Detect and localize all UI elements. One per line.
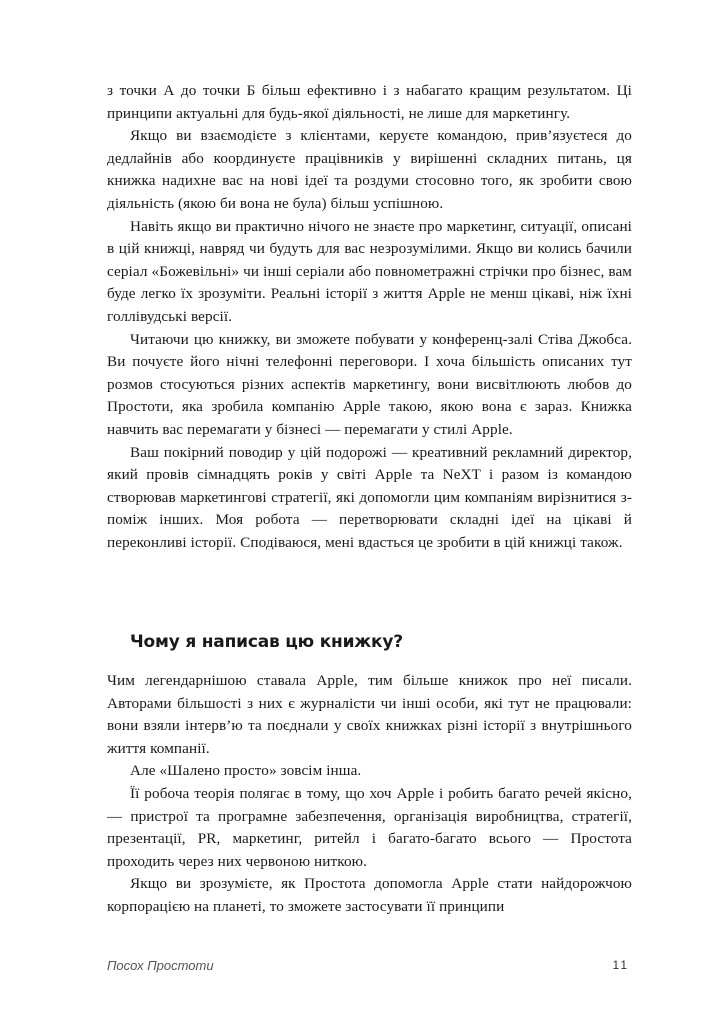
intro-paragraph-1: з точки А до точки Б більш ефективно і з набагато кращим результатом. Ці принципи актуальні для будь-якої діяльності, не лише для маркетингу. — [107, 82, 632, 122]
intro-paragraph-5: Ваш покірний поводир у цій подорожі — креативний рекламний директор, який провів сімнадцять років у світі Apple та NeXT і разом із командою створював маркетингові стратегії, які допомогли цим компаніям вирізнитися з-поміж інших. Моя робота — перетворювати складні ідеї на цікаві й переконливі історії. Сподіваюся, мені вдасться це зробити в цій книжці також. — [107, 443, 632, 551]
section-paragraph-4: Якщо ви зрозумієте, як Простота допомогла Apple стати найдорожчою корпорацією на планеті, то зможете застосувати її принципи — [107, 875, 632, 915]
intro-paragraph-3: Навіть якщо ви практично нічого не знаєте про маркетинг, ситуації, описані в цій книжці, навряд чи будуть для вас незрозумілими. Якщо ви колись бачили серіал «Божевільні» чи інші серіали або повнометражні стрічки про бізнес, вам буде легко їх зрозуміти. Реальні історії з життя Apple не менш цікаві, ніж їхні голлівудські версії. — [107, 217, 632, 325]
section-paragraph-3: Її робоча теорія полягає в тому, що хоч Apple і робить багато речей якісно, — пристрої та програмне забезпечення, організація виробництва, стратегії, презентації, PR, маркетинг, ритейл і багато-багато всього — Простота проходить через них червоною ниткою. — [107, 784, 632, 870]
section-paragraph-2: Але «Шалено просто» зовсім інша. — [130, 762, 362, 780]
section-text-block — [107, 670, 632, 919]
intro-paragraph-4: Читаючи цю книжку, ви зможете побувати у конференц-залі Стіва Джобса. Ви почуєте його нічні телефонні переговори. І хоча більшість описаних тут розмов стосуються різних аспектів маркетингу, вони висвітлюють любов до Простоти, яка зробила компанію Apple такою, якою вона є зараз. Книжка навчить вас перемагати у бізнесі — перемагати у стилі Apple. — [107, 330, 632, 438]
section-paragraph-1: Чим легендарнішою ставала Apple, тим більше книжок про неї писали. Авторами більшості з них є журналісти чи інші особи, які тут не працювали: вони взяли інтерв’ю та поєднали у своїх книжках різні історії з внутрішнього життя компанії. — [107, 672, 632, 757]
page-number: 11 — [612, 958, 629, 972]
running-footer-title: Посох Простоти — [107, 958, 214, 973]
intro-paragraph-2: Якщо ви взаємодієте з клієнтами, керуєте командою, прив’язуєтеся до дедлайнів або координуєте працівників у вирішенні складних питань, ця книжка надихне вас на нові ідеї та роздуми стосовно того, як зробити свою діяльність (якою би вона не була) більш успішною. — [107, 127, 632, 212]
section-heading: Чому я написав цю книжку? — [130, 632, 403, 652]
intro-text-block — [107, 80, 632, 554]
